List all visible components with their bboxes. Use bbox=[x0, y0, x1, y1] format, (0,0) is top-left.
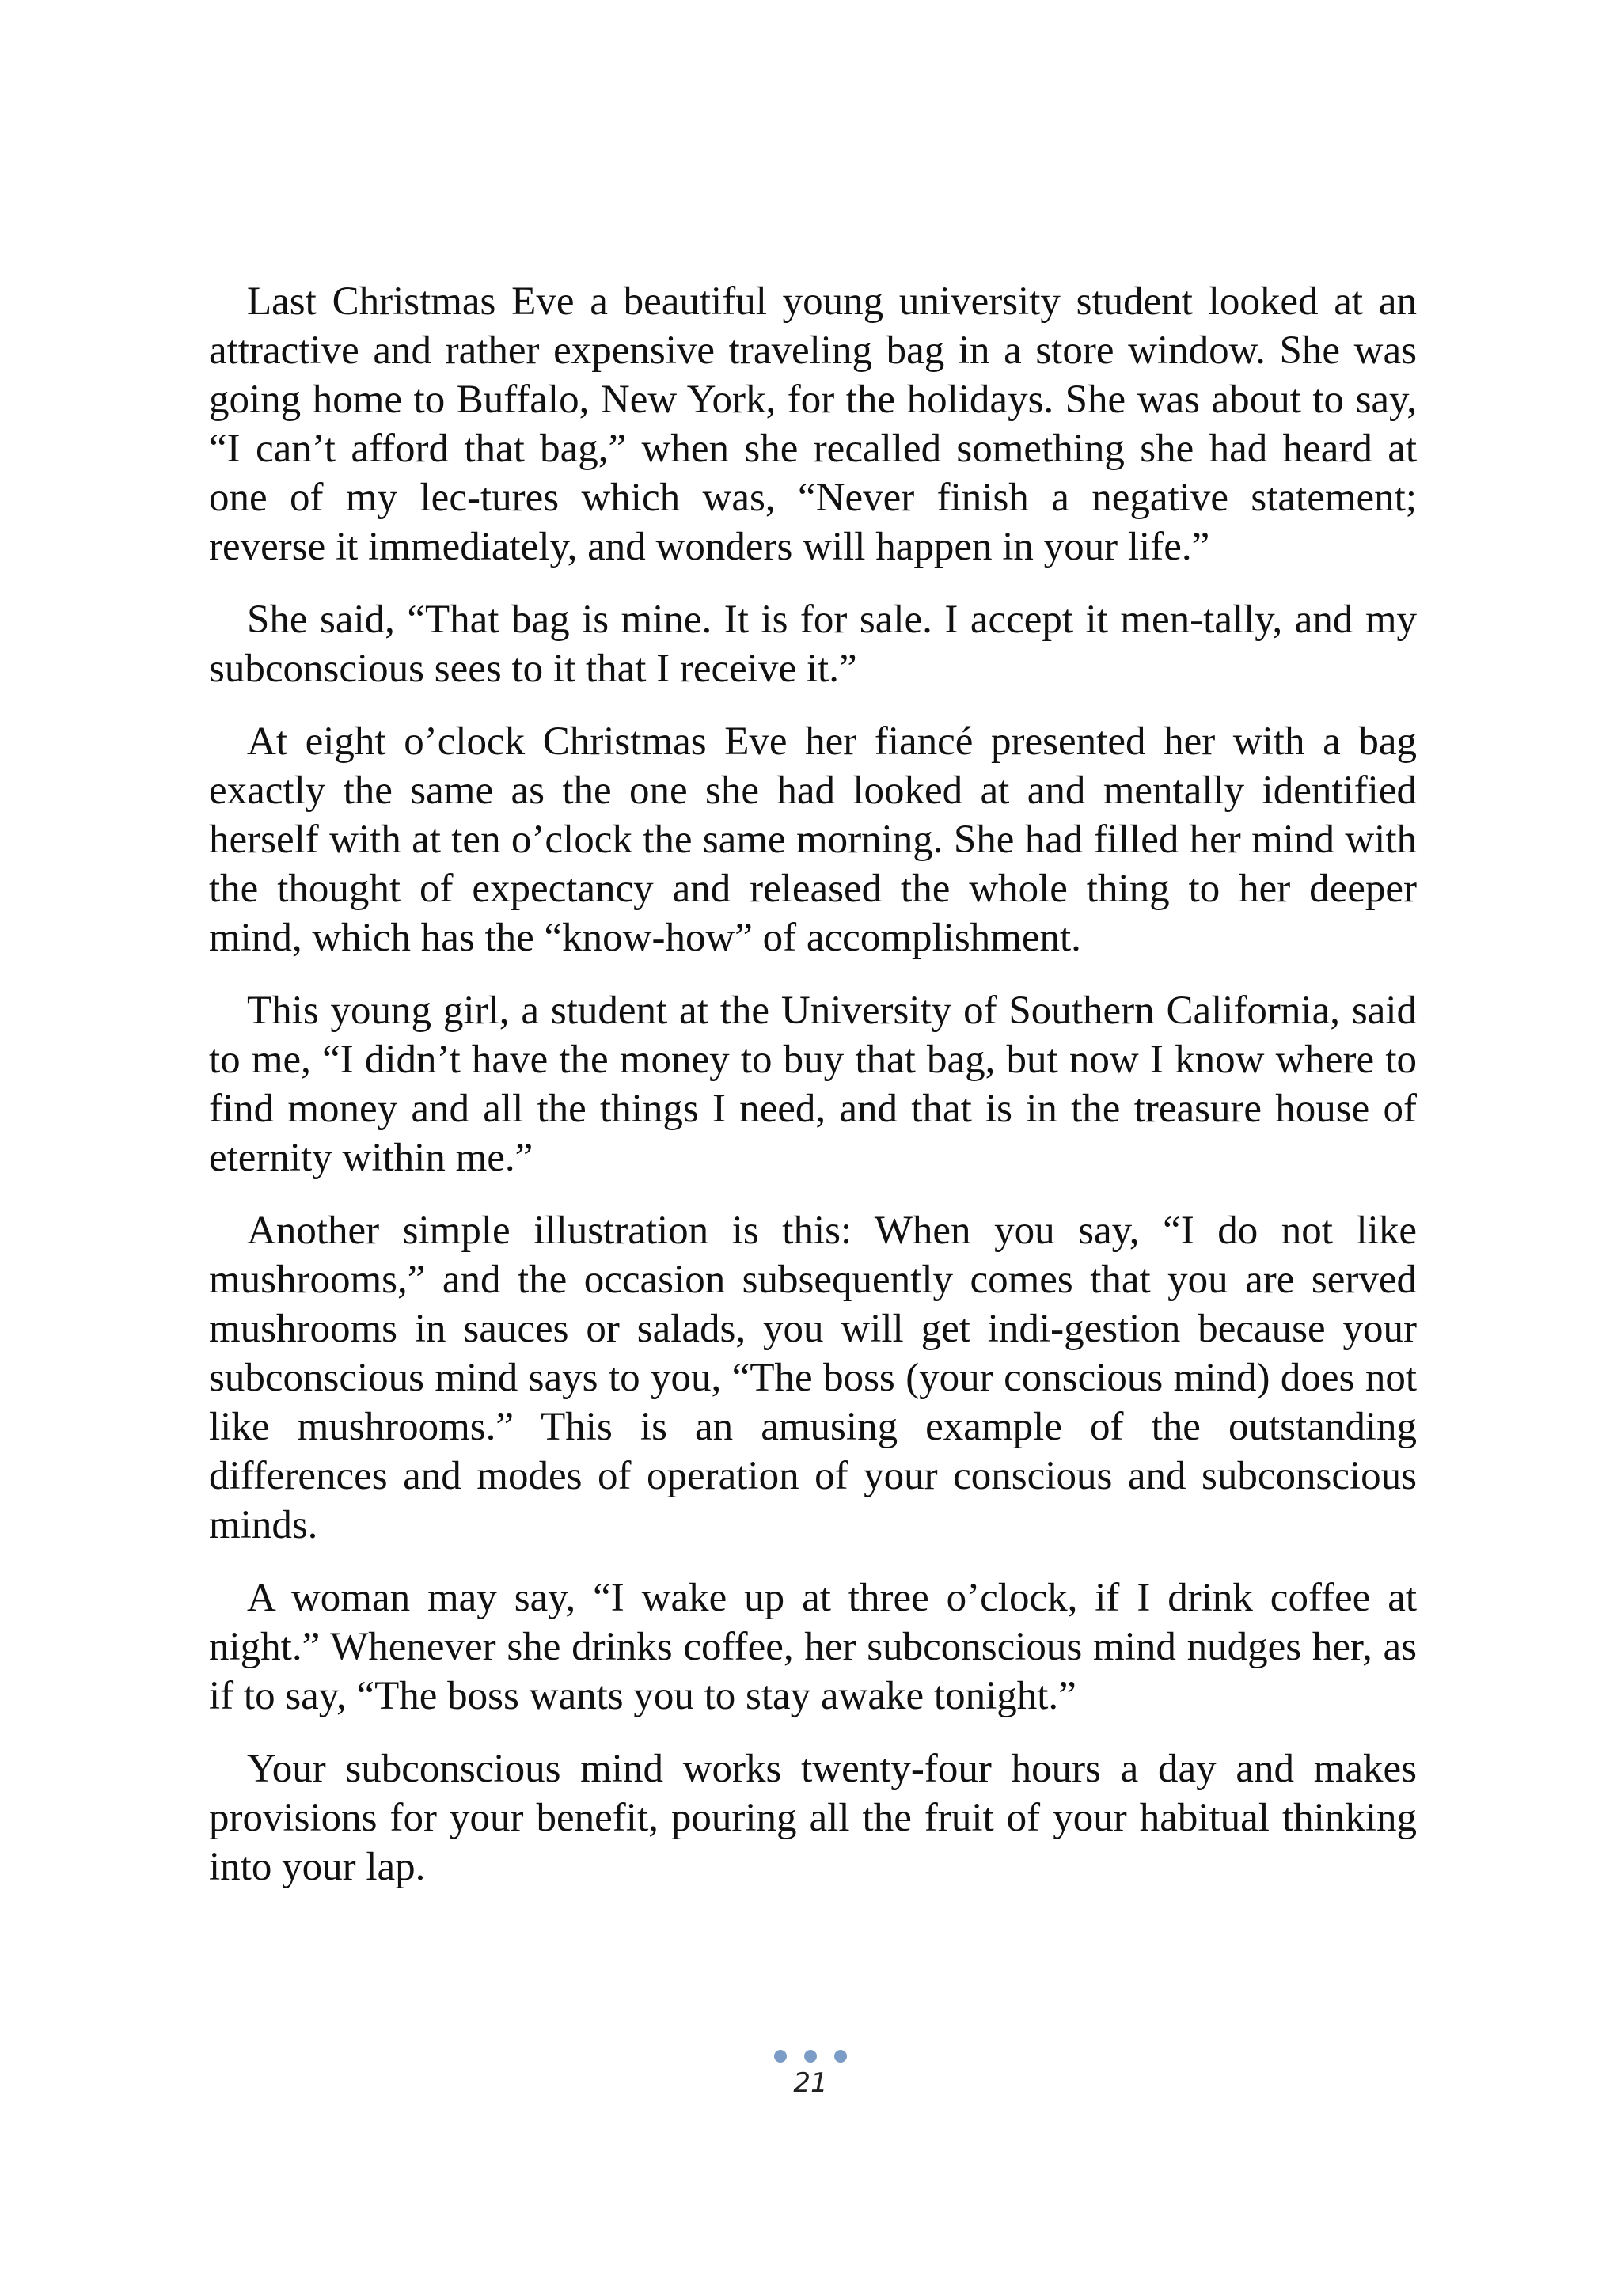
paragraph: She said, “That bag is mine. It is for sale. I accept it men-tally, and my subconscious sees to it that I receive it.” bbox=[209, 598, 1417, 691]
paragraph: At eight o’clock Christmas Eve her fiancé presented her with a bag exactly the same as the one she had looked at and mentally identified herself with at ten o’clock the same morning. She had filled her mind with the thought of expectancy and released the whole thing to her deeper mind, which has the “know-how” of accomplishment. bbox=[209, 719, 1417, 960]
paragraph: Another simple illustration is this: When you say, “I do not like mushrooms,” and the occasion subsequently comes that you are served mushrooms in sauces or salads, you will get indi-gestion because your subconscious mind says to you, “The boss (your conscious mind) does not like mushrooms.” This is an amusing example of the outstanding differences and modes of operation of your conscious and subconscious minds. bbox=[209, 1209, 1417, 1547]
ornament-dot-icon bbox=[834, 2050, 847, 2063]
page-footer bbox=[0, 2050, 1621, 2099]
page-body bbox=[209, 277, 1417, 1915]
paragraph: Your subconscious mind works twenty-four hours a day and makes provisions for your benefit, pouring all the fruit of your habitual thinking into your lap. bbox=[209, 1747, 1417, 1889]
paragraph: This young girl, a student at the University of Southern California, said to me, “I didn’t have the money to buy that bag, but now I know where to find money and all the things I need, and that is in the treasure house of eternity within me.” bbox=[209, 989, 1417, 1180]
page-number: 21 bbox=[793, 2067, 828, 2099]
ornament-dot-icon bbox=[804, 2050, 817, 2063]
ornament-dot-icon bbox=[774, 2050, 787, 2063]
ornament-dots bbox=[0, 2050, 1621, 2064]
paragraph: A woman may say, “I wake up at three o’clock, if I drink coffee at night.” Whenever she drinks coffee, her subconscious mind nudges her, as if to say, “The boss wants you to stay awake tonight.” bbox=[209, 1576, 1417, 1718]
paragraph: Last Christmas Eve a beautiful young university student looked at an attractive and rather expensive traveling bag in a store window. She was going home to Buffalo, New York, for the holidays. She was about to say, “I can’t afford that bag,” when she recalled something she had heard at one of my lec-tures which was, “Never finish a negative statement; reverse it immediately, and wonders will happen in your life.” bbox=[209, 279, 1417, 569]
